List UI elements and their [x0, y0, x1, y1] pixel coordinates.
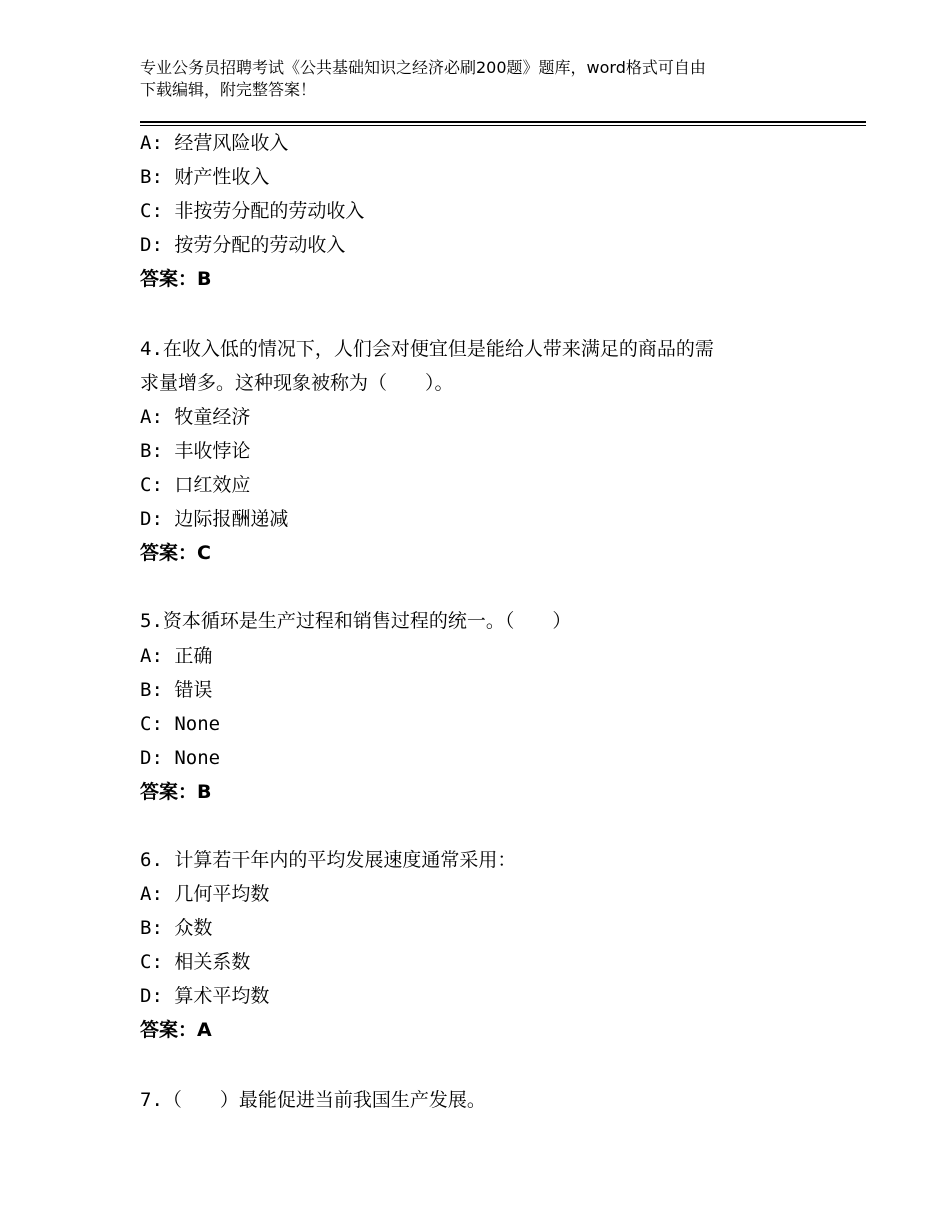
header-rule-thin — [140, 125, 866, 126]
question-stem: 7.（ ）最能促进当前我国生产发展。 — [140, 1089, 486, 1111]
option-c: C: None — [140, 713, 221, 735]
question-stem: 6. 计算若干年内的平均发展速度通常采用： — [140, 849, 517, 871]
option-c: C: 非按劳分配的劳动收入 — [140, 200, 365, 222]
option-d: D: 按劳分配的劳动收入 — [140, 234, 346, 256]
question-stem: 5.资本循环是生产过程和销售过程的统一。（ ） — [140, 610, 572, 632]
question-stem: 4.在收入低的情况下，人们会对便宜但是能给人带来满足的商品的需 — [140, 338, 714, 360]
option-d: D: None — [140, 747, 221, 769]
option-c: C: 相关系数 — [140, 951, 251, 973]
answer-line: 答案：B — [140, 268, 212, 290]
option-d: D: 边际报酬递减 — [140, 508, 289, 530]
option-b: B: 丰收悖论 — [140, 440, 251, 462]
header-rule-thick — [140, 121, 866, 123]
answer-line: 答案：B — [140, 781, 212, 803]
header-line-1: 专业公务员招聘考试《公共基础知识之经济必刷200题》题库，word格式可自由 — [140, 58, 706, 77]
option-a: A: 经营风险收入 — [140, 132, 289, 154]
document-header — [140, 57, 840, 101]
question-stem-cont: 求量增多。这种现象被称为（ ）。 — [140, 372, 454, 394]
option-b: B: 错误 — [140, 679, 213, 701]
option-b: B: 众数 — [140, 917, 213, 939]
header-line-2: 下载编辑，附完整答案！ — [140, 80, 317, 99]
answer-line: 答案：C — [140, 542, 211, 564]
option-c: C: 口红效应 — [140, 474, 251, 496]
option-a: A: 正确 — [140, 645, 213, 667]
option-d: D: 算术平均数 — [140, 985, 270, 1007]
option-a: A: 牧童经济 — [140, 406, 251, 428]
option-a: A: 几何平均数 — [140, 883, 270, 905]
option-b: B: 财产性收入 — [140, 166, 270, 188]
answer-line: 答案：A — [140, 1019, 212, 1041]
